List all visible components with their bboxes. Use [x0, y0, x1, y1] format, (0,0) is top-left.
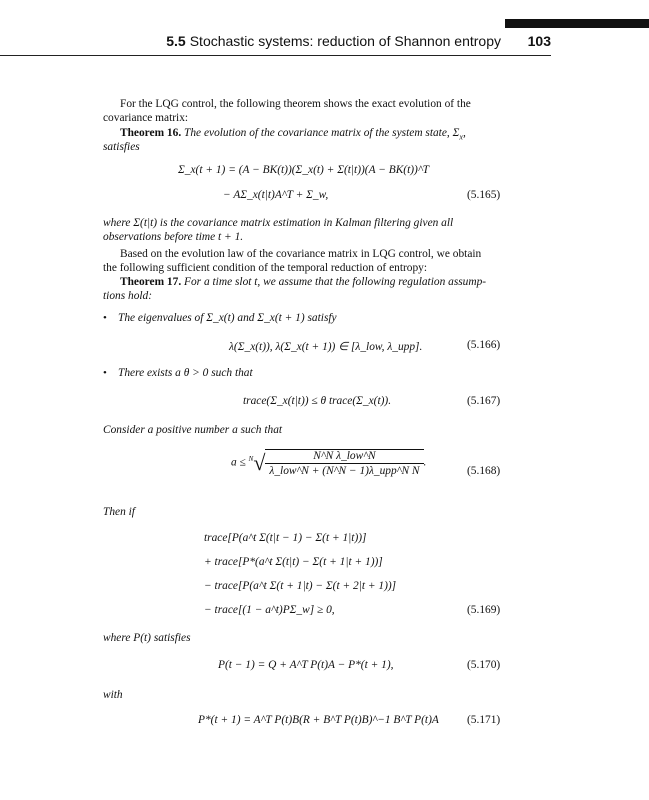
bullet-1-text: The eigenvalues of Σ_x(t) and Σ_x(t + 1) satisfy	[118, 312, 337, 324]
theorem-17	[120, 275, 486, 289]
eq-5-169-line2: + trace[P*(a^t Σ(t|t) − Σ(t + 1|t + 1))]	[204, 556, 383, 568]
para2-line1: Based on the evolution law of the covariance matrix in LQG control, we obtain	[120, 248, 482, 260]
section-title: Stochastic systems: reduction of Shannon entropy	[189, 33, 501, 49]
where-p-line: where P(t) satisfies	[103, 632, 191, 644]
eq-5-168-fraction	[265, 450, 423, 477]
eq-5-168-radicand	[265, 449, 423, 477]
eq-5-168-number: (5.168)	[467, 465, 501, 477]
eq-5-166-number: (5.166)	[467, 339, 501, 351]
then-if: Then if	[103, 506, 135, 518]
page-number: 103	[527, 33, 551, 49]
theorem-16-line2: satisfies	[103, 141, 140, 153]
para1-line1: For the LQG control, the following theorem shows the exact evolution of the	[120, 98, 471, 110]
eq-5-168-denominator: λ_low^N + (N^N − 1)λ_upp^N N	[269, 465, 420, 477]
eq-5-168-lhs: a ≤	[231, 456, 246, 469]
eq-5-167: trace(Σ_x(t|t)) ≤ θ trace(Σ_x(t)).	[243, 395, 392, 407]
theorem-16	[120, 126, 466, 144]
eq-5-168-root-index: N	[248, 454, 254, 463]
eq-5-168	[231, 449, 426, 477]
consider-line: Consider a positive number a such that	[103, 424, 283, 436]
eq-5-170: P(t − 1) = Q + A^T P(t)A − P*(t + 1),	[218, 659, 394, 671]
sqrt-sign: √	[253, 450, 266, 475]
para2-line2: the following sufficient condition of the temporal reduction of entropy:	[103, 262, 428, 274]
where-line1: where Σ(t|t) is the covariance matrix estimation in Kalman filtering given all	[103, 217, 454, 229]
eq-5-165-number: (5.165)	[467, 189, 501, 201]
theorem-16-text: The evolution of the covariance matrix of the system state, Σ	[184, 127, 460, 139]
eq-5-169-number: (5.169)	[467, 604, 501, 616]
header-rule	[0, 55, 551, 56]
bullet-1-dot: •	[103, 312, 107, 324]
bullet-2-dot: •	[103, 367, 107, 379]
eq-5-167-number: (5.167)	[467, 395, 501, 407]
eq-5-171: P*(t + 1) = A^T P(t)B(R + B^T P(t)B)^−1 B^T P(t)A	[198, 714, 439, 726]
where-line2: observations before time t + 1.	[103, 231, 244, 243]
theorem-16-end: ,	[462, 127, 466, 139]
eq-5-169-line1: trace[P(a^t Σ(t|t − 1) − Σ(t + 1|t))]	[204, 532, 367, 544]
para1-line2: covariance matrix:	[103, 112, 189, 124]
theorem-17-line2: tions hold:	[103, 290, 153, 302]
eq-5-169-line3: − trace[P(a^t Σ(t + 1|t) − Σ(t + 2|t + 1))]	[204, 580, 397, 592]
header-bar	[505, 19, 649, 28]
section-heading	[166, 33, 501, 49]
bullet-2-text: There exists a θ > 0 such that	[118, 367, 253, 379]
running-header	[0, 33, 551, 51]
eq-5-165-line1: Σ_x(t + 1) = (A − BK(t))(Σ_x(t) + Σ(t|t))(A − BK(t))^T	[178, 164, 429, 176]
theorem-17-label: Theorem 17.	[120, 276, 182, 288]
theorem-17-text: For a time slot t, we assume that the following regulation assump-	[184, 276, 487, 288]
eq-5-166: λ(Σ_x(t)), λ(Σ_x(t + 1)) ∈ [λ_low, λ_upp].	[229, 341, 423, 353]
eq-5-171-number: (5.171)	[467, 714, 501, 726]
eq-5-170-number: (5.170)	[467, 659, 501, 671]
eq-5-169-line4: − trace[(1 − a^t)PΣ_w] ≥ 0,	[204, 604, 335, 616]
eq-5-168-tail: .	[423, 456, 427, 469]
eq-5-165-line2: − AΣ_x(t|t)A^T + Σ_w,	[223, 189, 329, 201]
section-number: 5.5	[166, 33, 186, 49]
eq-5-168-numerator: N^N λ_low^N	[265, 450, 423, 464]
theorem-16-label: Theorem 16.	[120, 127, 182, 139]
with-line: with	[103, 689, 123, 701]
theorem-16-sub: x	[459, 132, 463, 142]
